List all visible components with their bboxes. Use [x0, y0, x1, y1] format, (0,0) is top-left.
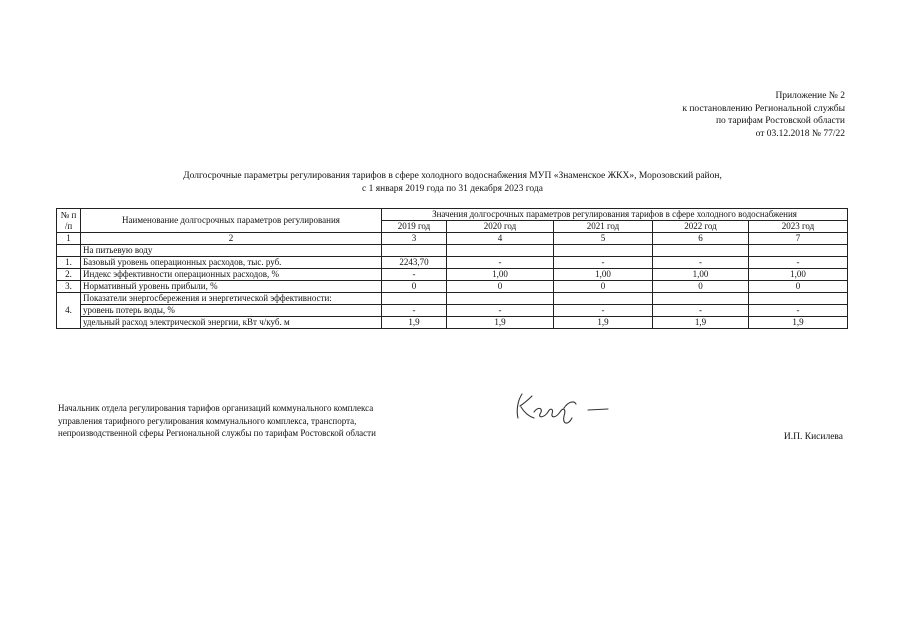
title-line-2: с 1 января 2019 года по 31 декабря 2023 года: [362, 183, 543, 194]
parameters-table: [56, 208, 848, 329]
header-year: 2021 год: [554, 221, 653, 233]
header-year: 2019 год: [382, 221, 447, 233]
row-value: 2243,70: [382, 257, 447, 269]
empty-cell: [382, 293, 447, 305]
empty-cell: [447, 293, 554, 305]
table-row: [57, 317, 848, 329]
handwritten-signature: [508, 388, 618, 428]
section-row: [57, 245, 848, 257]
row-value: -: [382, 305, 447, 317]
row-name: удельный расход электрической энергии, кВт ч/куб. м: [81, 317, 382, 329]
signatory-line-3: непроизводственной сферы Региональной службы по тарифам Ростовской области: [58, 428, 376, 438]
row-value: -: [447, 257, 554, 269]
row-number: 1.: [57, 257, 81, 269]
row-name: Базовый уровень операционных расходов, тыс. руб.: [81, 257, 382, 269]
row-value: 0: [447, 281, 554, 293]
row-value: 1,00: [447, 269, 554, 281]
column-number: 3: [382, 233, 447, 245]
table-row: [57, 269, 848, 281]
title-line-1: Долгосрочные параметры регулирования тарифов в сфере холодного водоснабжения МУП «Знаменское ЖКХ», Морозовский район,: [183, 171, 722, 181]
signatory-line-1: Начальник отдела регулирования тарифов организаций коммунального комплекса: [58, 403, 374, 413]
row-value: -: [749, 305, 848, 317]
row-value: -: [382, 269, 447, 281]
column-number: 1: [57, 233, 81, 245]
row-value: -: [653, 305, 749, 317]
empty-cell: [447, 245, 554, 257]
row-name: уровень потерь воды, %: [81, 305, 382, 317]
row-number: 3.: [57, 281, 81, 293]
signer-name: И.П. Кисилева: [783, 432, 843, 442]
row-name: Нормативный уровень прибыли, %: [81, 281, 382, 293]
row-name: Индекс эффективности операционных расходов, %: [81, 269, 382, 281]
row-value: 1,9: [749, 317, 848, 329]
table-row: [57, 281, 848, 293]
signatory-line-2: управления тарифного регулирования коммунального комплекса, транспорта,: [58, 415, 357, 426]
row-value: 1,00: [554, 269, 653, 281]
row-value: 1,00: [749, 269, 848, 281]
row-value: 0: [749, 281, 848, 293]
row-value: 1,9: [382, 317, 447, 329]
appendix-line-4: от 03.12.2018 № 77/22: [755, 128, 845, 139]
row-number: 4.: [57, 293, 81, 329]
column-number: 6: [653, 233, 749, 245]
header-year: 2020 год: [447, 221, 554, 233]
column-number: 2: [81, 233, 382, 245]
section-label: На питьевую воду: [81, 245, 382, 257]
row-value: 0: [554, 281, 653, 293]
header-values-group: Значения долгосрочных параметров регулирования тарифов в сфере холодного водоснабжения: [382, 209, 848, 221]
column-number: 7: [749, 233, 848, 245]
appendix-line-2: к постановлению Региональной службы: [682, 103, 845, 114]
empty-cell: [554, 245, 653, 257]
row-value: -: [447, 305, 554, 317]
row-value: -: [749, 257, 848, 269]
table-row: [57, 293, 848, 305]
row-value: -: [554, 257, 653, 269]
empty-cell: [653, 245, 749, 257]
row-value: 1,9: [653, 317, 749, 329]
header-num: № п /п: [57, 209, 81, 233]
row-value: -: [554, 305, 653, 317]
row-value: 1,9: [447, 317, 554, 329]
table-header-row: [57, 209, 848, 221]
header-name: Наименование долгосрочных параметров регулирования: [81, 209, 382, 233]
empty-cell: [749, 293, 848, 305]
appendix-line-3: по тарифам Ростовской области: [715, 116, 845, 126]
document-title: [120, 170, 785, 195]
empty-cell: [749, 245, 848, 257]
row-value: -: [653, 257, 749, 269]
header-year: 2022 год: [653, 221, 749, 233]
header-year: 2023 год: [749, 221, 848, 233]
row-number: 2.: [57, 269, 81, 281]
row-value: 1,00: [653, 269, 749, 281]
table-row: [57, 257, 848, 269]
empty-cell: [57, 245, 81, 257]
signatory-position: [58, 402, 376, 440]
column-number-row: [57, 233, 848, 245]
appendix-line-1: Приложение № 2: [775, 91, 845, 101]
appendix-reference: [682, 90, 845, 140]
group-title: Показатели энергосбережения и энергетической эффективности:: [81, 293, 382, 305]
empty-cell: [554, 293, 653, 305]
column-number: 4: [447, 233, 554, 245]
row-value: 1,9: [554, 317, 653, 329]
table-row: [57, 305, 848, 317]
column-number: 5: [554, 233, 653, 245]
row-value: 0: [382, 281, 447, 293]
empty-cell: [382, 245, 447, 257]
row-value: 0: [653, 281, 749, 293]
empty-cell: [653, 293, 749, 305]
